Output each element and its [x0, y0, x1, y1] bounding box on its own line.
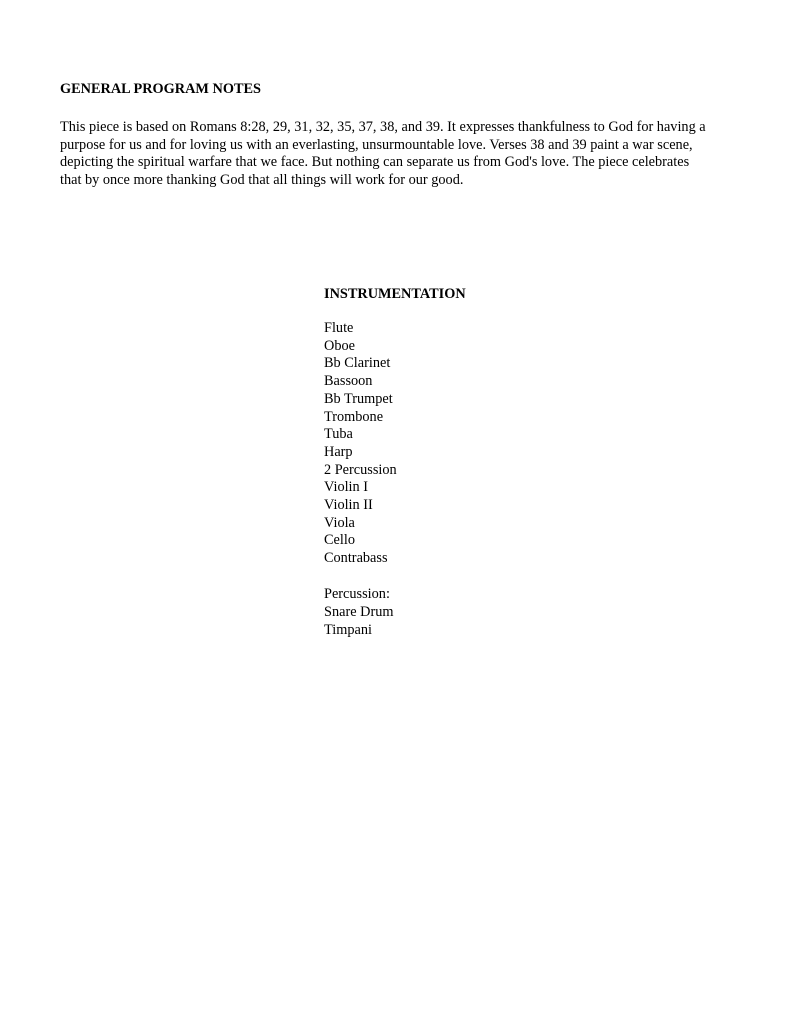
program-notes-line: that by once more thanking God that all things will work for our good. [60, 171, 464, 188]
instrument-item: Harp [324, 443, 353, 460]
program-notes-line: depicting the spiritual warfare that we face. But nothing can separate us from God's love. The piece celebrates [60, 154, 690, 171]
instrument-item: Bb Clarinet [324, 355, 391, 372]
percussion-list [324, 604, 393, 639]
instrument-item: 2 Percussion [324, 461, 397, 478]
program-notes-line: This piece is based on Romans 8:28, 29, 31, 32, 35, 37, 38, and 39. It expresses thankfulness to God for having a [60, 119, 706, 135]
instrument-list [324, 320, 397, 568]
instrument-item: Violin II [324, 497, 373, 514]
instrument-item: Contrabass [324, 550, 388, 567]
instrument-item: Bb Trumpet [324, 390, 393, 407]
program-notes-paragraph [60, 119, 780, 189]
instrument-item: Tuba [324, 426, 353, 443]
instrument-item: Bassoon [324, 373, 373, 390]
instrumentation-heading: INSTRUMENTATION [324, 286, 466, 302]
instrument-item: Viola [324, 514, 355, 531]
percussion-heading: Percussion: [324, 586, 390, 602]
instrument-item: Violin I [324, 479, 369, 496]
instrument-item: Oboe [324, 337, 355, 354]
percussion-item: Snare Drum [324, 604, 394, 620]
instrument-item: Cello [324, 532, 355, 549]
program-notes-line: purpose for us and for loving us with an everlasting, unsurmountable love. Verses 38 and 39 paint a war scene, [60, 136, 693, 153]
program-notes-heading: GENERAL PROGRAM NOTES [60, 81, 261, 97]
instrument-item: Trombone [324, 408, 384, 425]
instrument-item: Flute [324, 320, 354, 336]
percussion-item: Timpani [324, 621, 372, 638]
